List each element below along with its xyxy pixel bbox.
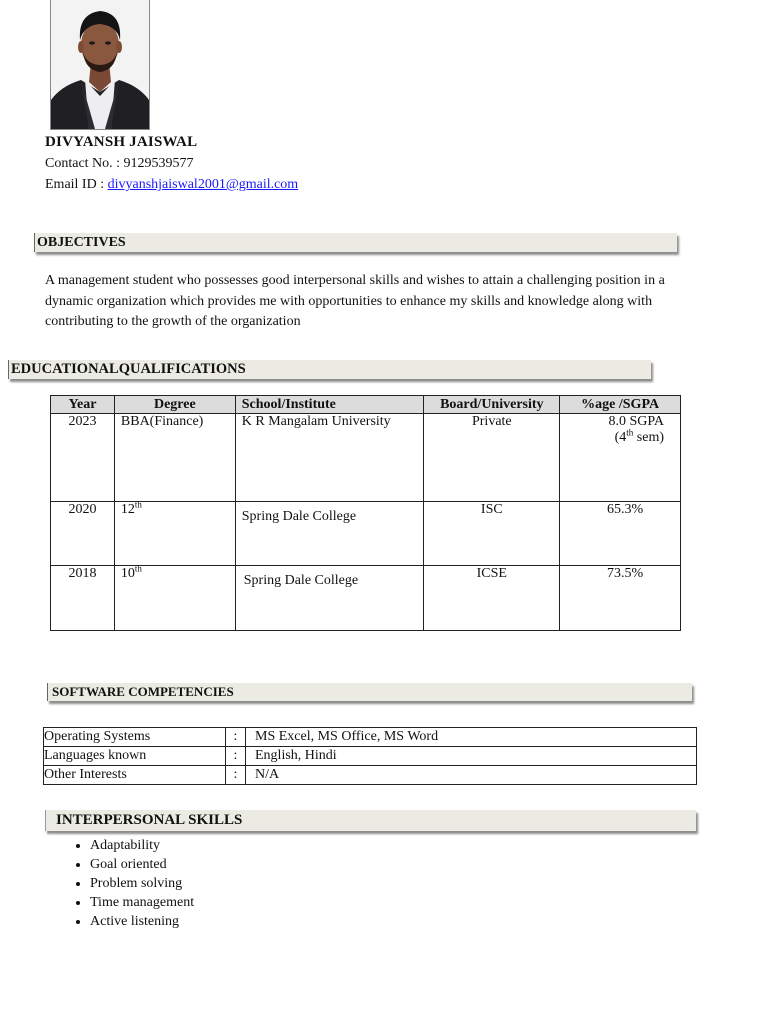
contact-number: 9129539577	[123, 156, 194, 171]
cell-school	[235, 502, 424, 566]
table-row	[51, 502, 681, 566]
list-item: • Goal oriented	[90, 855, 194, 874]
score-note-sup: th	[626, 427, 634, 438]
cell-school	[235, 566, 424, 631]
table-row	[44, 766, 697, 785]
header-score: %age /SGPA	[560, 396, 681, 414]
score-note-post: sem)	[633, 430, 664, 445]
cell-key: Operating Systems	[44, 728, 226, 747]
cell-separator: :	[226, 766, 246, 785]
score-value: 8.0 SGPA	[608, 414, 664, 429]
cell-score: 65.3%	[560, 502, 681, 566]
cell-value: English, Hindi	[246, 747, 697, 766]
profile-photo-image	[51, 0, 149, 129]
degree-value: 12	[120, 502, 135, 517]
degree-value: 10	[120, 566, 135, 581]
list-item: • Time management	[90, 893, 194, 912]
objectives-heading: OBJECTIVES	[34, 233, 677, 252]
school-value: Spring Dale College	[241, 509, 357, 524]
cell-year: 2023	[51, 414, 115, 502]
list-item: • Problem solving	[90, 874, 194, 893]
cell-separator: :	[226, 747, 246, 766]
software-heading: SOFTWARE COMPETENCIES	[47, 683, 692, 701]
score-note	[566, 427, 664, 446]
cell-year: 2020	[51, 502, 115, 566]
contact-label: Contact No. :	[45, 156, 124, 171]
email-link[interactable]: divyanshjaiswal2001@gmail.com	[107, 177, 299, 192]
education-heading: EDUCATIONALQUALIFICATIONS	[8, 360, 651, 379]
table-row	[44, 747, 697, 766]
table-row	[51, 414, 681, 502]
degree-sup: th	[134, 499, 142, 510]
cell-value: N/A	[246, 766, 697, 785]
header-year: Year	[51, 396, 115, 414]
cell-key: Languages known	[44, 747, 226, 766]
cell-separator: :	[226, 728, 246, 747]
cell-degree	[114, 499, 235, 566]
cell-value: MS Excel, MS Office, MS Word	[246, 728, 697, 747]
email-label: Email ID :	[45, 177, 108, 192]
cell-board: ISC	[424, 502, 560, 566]
email-line	[45, 177, 298, 193]
cell-degree: BBA(Finance)	[114, 414, 235, 502]
table-row	[51, 566, 681, 631]
software-table	[43, 727, 697, 785]
candidate-name: DIVYANSH JAISWAL	[45, 134, 198, 150]
objectives-text: A management student who possesses good interpersonal skills and wishes to attain a challenging position in a dynamic organization which provides me with opportunities to enhance my skills and knowledge along with contributing to the growth of the organization	[45, 273, 665, 329]
profile-photo	[50, 0, 150, 130]
score-note-pre: (4	[614, 430, 627, 445]
degree-sup: th	[134, 563, 142, 574]
school-value: Spring Dale College	[243, 573, 359, 588]
cell-year: 2018	[51, 566, 115, 631]
cell-key: Other Interests	[44, 766, 226, 785]
cell-score: 73.5%	[560, 566, 681, 631]
cell-board: Private	[424, 414, 560, 502]
table-row	[44, 728, 697, 747]
cell-school: K R Mangalam University	[235, 414, 424, 502]
skills-list	[48, 836, 194, 931]
header-degree: Degree	[114, 396, 235, 414]
list-item: • Adaptability	[90, 836, 194, 855]
cell-board: ICSE	[424, 566, 560, 631]
contact-line	[45, 156, 194, 172]
interpersonal-heading: INTERPERSONAL SKILLS	[45, 810, 696, 831]
cell-score	[560, 414, 681, 502]
cell-degree	[114, 563, 235, 631]
education-header-row	[51, 396, 681, 414]
header-school: School/Institute	[235, 396, 424, 414]
header-board: Board/University	[424, 396, 560, 414]
education-table	[50, 395, 681, 631]
list-item: • Active listening	[90, 912, 194, 931]
